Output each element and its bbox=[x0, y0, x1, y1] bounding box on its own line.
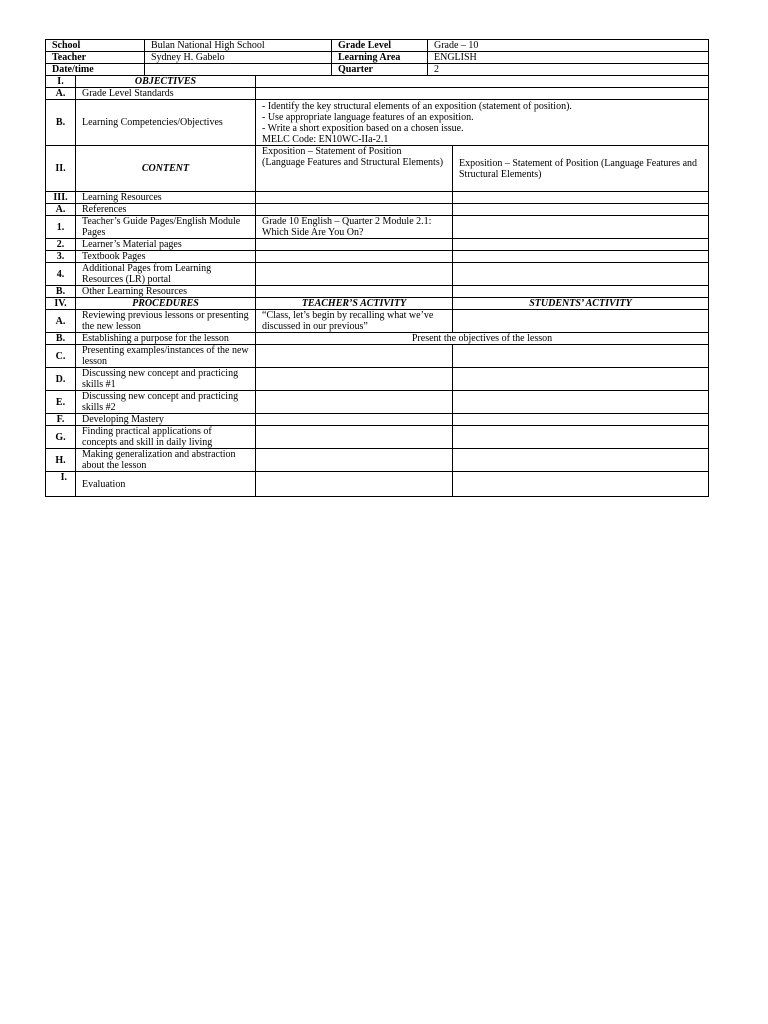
resources-title: Learning Resources bbox=[76, 192, 256, 204]
tg-pages-number: 1. bbox=[46, 216, 76, 239]
content-teacher: Exposition – Statement of Position (Language Features and Structural Elements) bbox=[256, 146, 453, 192]
table-cell bbox=[256, 239, 453, 251]
students-activity-header: STUDENTS’ ACTIVITY bbox=[453, 298, 709, 310]
table-cell bbox=[256, 414, 453, 426]
table-cell bbox=[256, 345, 453, 368]
grade-level-label: Grade Level bbox=[332, 40, 428, 52]
table-cell bbox=[453, 286, 709, 298]
procedure-b-merged: Present the objectives of the lesson bbox=[256, 333, 709, 345]
competencies-number: B. bbox=[46, 100, 76, 146]
table-row bbox=[46, 100, 709, 146]
procedure-b-number: B. bbox=[46, 333, 76, 345]
table-cell bbox=[453, 426, 709, 449]
date-time-value bbox=[145, 64, 332, 76]
table-cell bbox=[453, 216, 709, 239]
quarter-label: Quarter bbox=[332, 64, 428, 76]
table-cell bbox=[256, 204, 453, 216]
procedure-e-label: Discussing new concept and practicing skills #2 bbox=[76, 391, 256, 414]
competencies-label: Learning Competencies/Objectives bbox=[76, 100, 256, 146]
teacher-activity-header: TEACHER’S ACTIVITY bbox=[256, 298, 453, 310]
table-row bbox=[46, 88, 709, 100]
procedures-number: IV. bbox=[46, 298, 76, 310]
grade-standards-number: A. bbox=[46, 88, 76, 100]
table-cell bbox=[453, 345, 709, 368]
objectives-title: OBJECTIVES bbox=[76, 76, 256, 88]
table-cell bbox=[453, 472, 709, 497]
procedure-f-label: Developing Mastery bbox=[76, 414, 256, 426]
lr-portal-label: Additional Pages from Learning Resources (LR) portal bbox=[76, 263, 256, 286]
school-label: School bbox=[46, 40, 145, 52]
table-row bbox=[46, 345, 709, 368]
objectives-number: I. bbox=[46, 76, 76, 88]
table-row bbox=[46, 251, 709, 263]
table-cell bbox=[256, 449, 453, 472]
teacher-label: Teacher bbox=[46, 52, 145, 64]
references-label: References bbox=[76, 204, 256, 216]
table-cell bbox=[453, 239, 709, 251]
table-cell bbox=[453, 449, 709, 472]
table-cell bbox=[453, 263, 709, 286]
learning-area-value: ENGLISH bbox=[428, 52, 709, 64]
table-cell bbox=[256, 263, 453, 286]
table-cell bbox=[453, 204, 709, 216]
tg-pages-value: Grade 10 English – Quarter 2 Module 2.1: Which Side Are You On? bbox=[256, 216, 453, 239]
table-cell bbox=[256, 286, 453, 298]
procedure-a-number: A. bbox=[46, 310, 76, 333]
lm-pages-number: 2. bbox=[46, 239, 76, 251]
table-cell bbox=[453, 251, 709, 263]
lm-pages-label: Learner’s Material pages bbox=[76, 239, 256, 251]
textbook-number: 3. bbox=[46, 251, 76, 263]
procedure-i-number: I. bbox=[46, 472, 76, 497]
table-cell bbox=[256, 426, 453, 449]
table-row bbox=[46, 391, 709, 414]
other-resources-number: B. bbox=[46, 286, 76, 298]
quarter-value: 2 bbox=[428, 64, 709, 76]
teacher-value: Sydney H. Gabelo bbox=[145, 52, 332, 64]
procedures-title: PROCEDURES bbox=[76, 298, 256, 310]
procedure-c-label: Presenting examples/instances of the new lesson bbox=[76, 345, 256, 368]
procedure-d-number: D. bbox=[46, 368, 76, 391]
objectives-row bbox=[46, 76, 709, 88]
grade-standards-value bbox=[256, 88, 709, 100]
table-cell bbox=[256, 192, 453, 204]
grade-standards-label: Grade Level Standards bbox=[76, 88, 256, 100]
table-cell bbox=[453, 391, 709, 414]
content-row bbox=[46, 146, 709, 192]
competency-line: - Identify the key structural elements of an exposition (statement of position). bbox=[262, 100, 572, 112]
table-row bbox=[46, 368, 709, 391]
procedure-f-number: F. bbox=[46, 414, 76, 426]
table-cell bbox=[453, 368, 709, 391]
textbook-label: Textbook Pages bbox=[76, 251, 256, 263]
table-row bbox=[46, 263, 709, 286]
procedure-g-number: G. bbox=[46, 426, 76, 449]
table-cell bbox=[453, 192, 709, 204]
competencies-list bbox=[256, 100, 709, 146]
other-resources-label: Other Learning Resources bbox=[76, 286, 256, 298]
content-number: II. bbox=[46, 146, 76, 192]
procedure-i-label: Evaluation bbox=[76, 472, 256, 497]
table-row bbox=[46, 426, 709, 449]
competency-line: - Write a short exposition based on a chosen issue. bbox=[262, 122, 464, 134]
lr-portal-number: 4. bbox=[46, 263, 76, 286]
tg-pages-label: Teacher’s Guide Pages/English Module Pages bbox=[76, 216, 256, 239]
school-value: Bulan National High School bbox=[145, 40, 332, 52]
table-row bbox=[46, 414, 709, 426]
procedure-h-number: H. bbox=[46, 449, 76, 472]
table-cell bbox=[256, 251, 453, 263]
procedure-a-label: Reviewing previous lessons or presenting the new lesson bbox=[76, 310, 256, 333]
procedure-e-number: E. bbox=[46, 391, 76, 414]
table-row bbox=[46, 239, 709, 251]
table-row bbox=[46, 192, 709, 204]
table-row bbox=[46, 286, 709, 298]
procedure-h-label: Making generalization and abstraction about the lesson bbox=[76, 449, 256, 472]
procedure-g-label: Finding practical applications of concepts and skill in daily living bbox=[76, 426, 256, 449]
melc-code: MELC Code: EN10WC-IIa-2.1 bbox=[262, 133, 389, 145]
lesson-plan-table bbox=[45, 75, 709, 497]
procedure-a-teacher: “Class, let’s begin by recalling what we’ve discussed in our previous” bbox=[256, 310, 453, 333]
table-cell bbox=[256, 391, 453, 414]
procedure-c-number: C. bbox=[46, 345, 76, 368]
table-cell bbox=[453, 414, 709, 426]
grade-level-value: Grade – 10 bbox=[428, 40, 709, 52]
content-students: Exposition – Statement of Position (Language Features and Structural Elements) bbox=[453, 146, 709, 192]
date-time-label: Date/time bbox=[46, 64, 145, 76]
procedure-d-label: Discussing new concept and practicing skills #1 bbox=[76, 368, 256, 391]
procedure-b-label: Establishing a purpose for the lesson bbox=[76, 333, 256, 345]
table-row bbox=[46, 310, 709, 333]
resources-number: III. bbox=[46, 192, 76, 204]
learning-area-label: Learning Area bbox=[332, 52, 428, 64]
table-row bbox=[46, 216, 709, 239]
table-cell bbox=[256, 368, 453, 391]
objectives-blank bbox=[256, 76, 709, 88]
content-title: CONTENT bbox=[76, 146, 256, 192]
table-row bbox=[46, 333, 709, 345]
table-row bbox=[46, 472, 709, 497]
procedures-header-row bbox=[46, 298, 709, 310]
table-cell bbox=[453, 310, 709, 333]
lesson-header-table bbox=[45, 39, 709, 76]
references-number: A. bbox=[46, 204, 76, 216]
competency-line: - Use appropriate language features of an exposition. bbox=[262, 111, 474, 123]
table-row bbox=[46, 449, 709, 472]
table-row bbox=[46, 204, 709, 216]
table-cell bbox=[256, 472, 453, 497]
